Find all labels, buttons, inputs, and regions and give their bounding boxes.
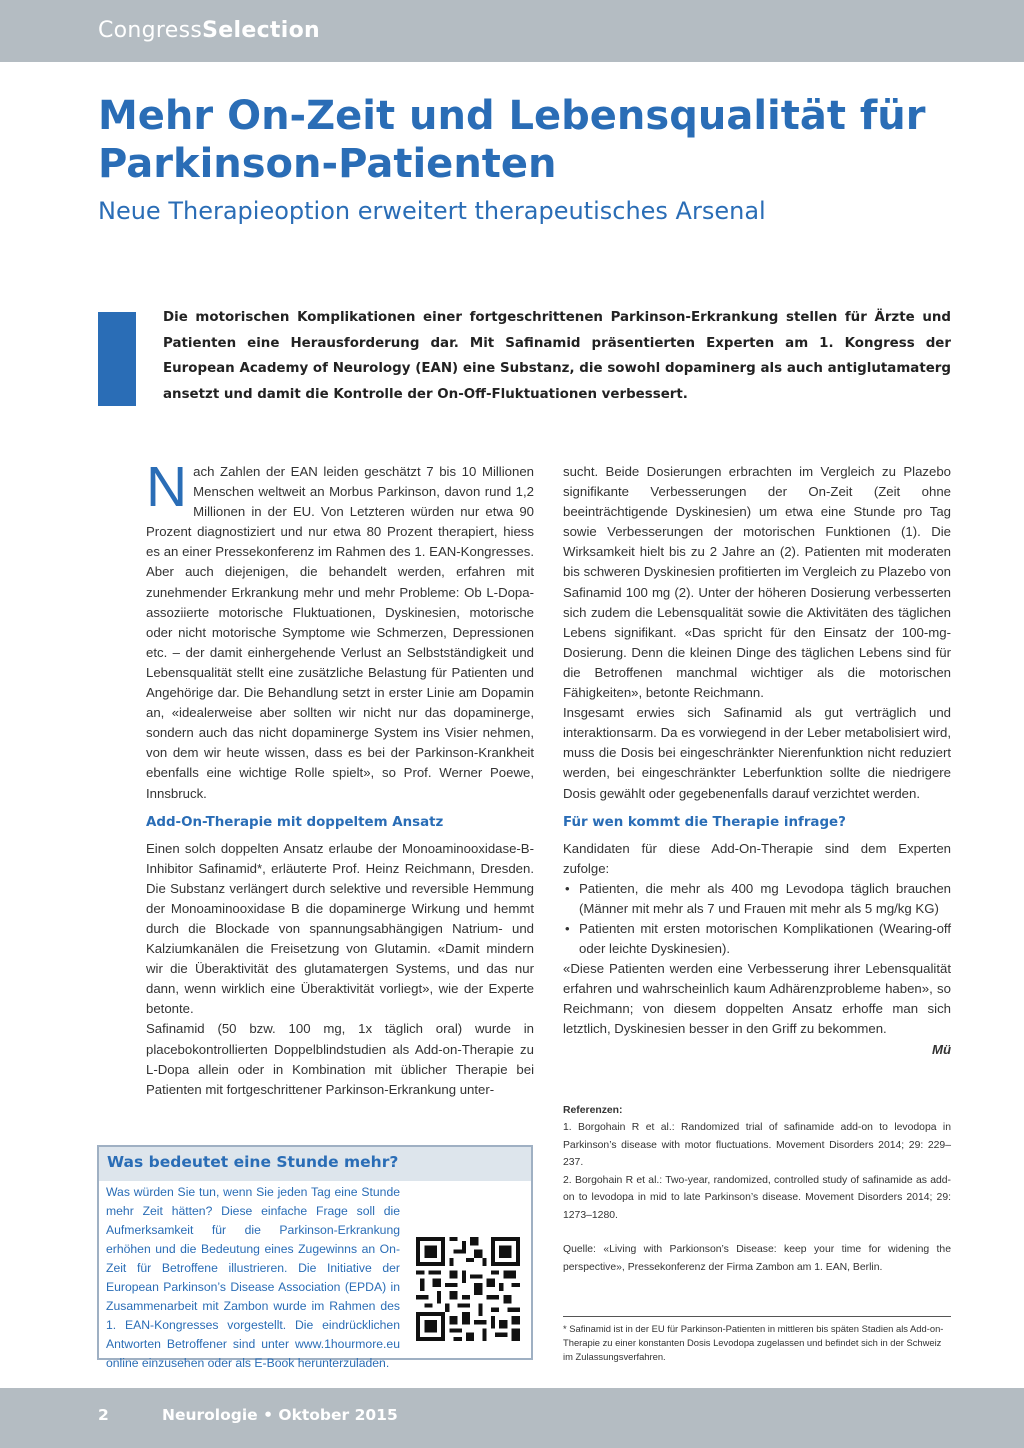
reference-item: 2. Borgohain R et al.: Two-year, randomized, controlled study of safinamide as add-on to levodopa in mid to late Parkinson’s disease. Movement Disorders 2014; 29: 1273–1280. <box>563 1174 951 1221</box>
intro-text: ach Zahlen der EAN leiden geschätzt 7 bis 10 Millionen Menschen weltweit an Morbus Parkinson, davon rund 1,2 Millionen in der EU. Von Letzteren würden nur etwa 90 Prozent diagnostiziert und nur etwa 80 Prozent therapiert, hiess es an einer Pressekonferenz im Rahmen des 1. EAN-Kongresses. Aber auch diejenigen, die behandelt werden, erfahren mit zunehmender Erkrankung mehr und mehr Probleme: Ob L-Dopa-assoziierte motorische Fluktuationen, Dyskinesien, motorische oder nicht motorische Symptome wie Schmerzen, Depressionen etc. – der damit einhergehende Verlust an Selbstständigkeit und Lebensqualität stellt eine zusätzliche Belastung für Patienten und Angehörige dar. Die Behandlung setzt in erster Linie am Dopamin an, «idealerweise aber sollten wir nicht nur das dopaminerge, sondern auch das nicht dopaminerge System ins Visier nehmen, von dem wir heute wissen, dass es bei der Parkinson-Krankheit ebenfalls eine wichtige Rolle spielt», so Prof. Werner Poewe, Innsbruck. <box>146 464 534 801</box>
brand-bold: Selection <box>202 18 320 43</box>
source-note: Quelle: «Living with Parkionson’s Disease: keep your time for widening the perspective», Pressekonferenz der Firma Zambon am 1. EAN, Berlin. <box>563 1244 951 1273</box>
list-item: • Patienten, die mehr als 400 mg Levodopa täglich brauchen (Männer mit mehr als 7 und Frauen mit mehr als 5 mg/kg KG) <box>563 879 951 919</box>
body-paragraph: Einen solch doppelten Ansatz erlaube der Monoaminooxidase-B-Inhibitor Safinamid*, erläuterte Prof. Heinz Reichmann, Dresden. Die Substanz verlängert durch selektive und reversible Hemmung der Monoaminooxidase B die dopaminerge Wirkung und hemmt durch die Blockade von spannungsabhängigen Natrium- und Kalziumkanälen die Freisetzung von Glutamin. «Damit mindern wir die Überaktivität des glutamatergen Systems, und das nur dann, wenn wirklich eine Überaktivität vorliegt», wie der Experte betonte. <box>146 840 534 1017</box>
info-box-header <box>99 1147 531 1181</box>
references-heading: Referenzen: <box>563 1105 623 1116</box>
list-item: • Patienten mit ersten motorischen Komplikationen (Wearing-off oder leichte Dyskinesien). <box>563 919 951 959</box>
candidate-list <box>563 879 951 959</box>
reference-item: 1. Borgohain R et al.: Randomized trial of safinamide add-on to levodopa in Parkinson’s disease with motor fluctuations. Movement Disorders 2014; 29: 229–237. <box>563 1122 951 1168</box>
lead-paragraph: Die motorischen Komplikationen einer fortgeschrittenen Parkinson-Erkrankung stellen für Ärzte und Patienten eine Herausforderung dar. Mit Safinamid präsentierten Experten am 1. Kongress der European Academy of Neurology (EAN) eine Substanz, die sowohl dopaminerg als auch antiglutamaterg ansetzt und damit die Kontrolle der On-Off-Fluktuationen verbessert. <box>163 310 951 402</box>
brand-logo <box>98 18 320 43</box>
body-paragraph: Kandidaten für diese Add-On-Therapie sind dem Experten zufolge: <box>563 840 951 876</box>
drop-cap: N <box>146 455 188 519</box>
footer-bar <box>0 1388 1024 1448</box>
footnote: * Safinamid ist in der EU für Parkinson-Patienten in mittleren bis späten Stadien als Add-on-Therapie zu einer konstanten Dosis Levodopa zugelassen und befindet sich in der Schweiz im Zulassungsverfahren. <box>563 1323 944 1362</box>
info-box-body: Was würden Sie tun, wenn Sie jeden Tag eine Stunde mehr Zeit hätten? Diese einfache Frage soll die Aufmerksamkeit für die Parkinson-Erkrankung erhöhen und die Bedeutung eines Zugewinns an On-Zeit für Betroffene illustrieren. Die Initiative der European Parkinson’s Disease Association (EPDA) in Zusammenarbeit mit Zambon wurde im Rahmen des 1. EAN-Kongresses vorgestellt. Die eindrücklichen Antworten Betroffener sind unter www.1hourmore.eu online einzusehen oder als E-Book herunterzuladen. <box>106 1185 400 1370</box>
body-paragraph: Safinamid (50 bzw. 100 mg, 1x täglich oral) wurde in placebokontrollierten Doppelblindstudien als Add-on-Therapie zu L-Dopa allein oder in Kombination mit üblicher Therapie bei Patienten mit fortgeschrittener Parkinson-Erkrankung unter- <box>146 1021 534 1097</box>
brand-light: Congress <box>98 18 203 43</box>
footnote-divider <box>563 1316 951 1317</box>
info-box-title: Was bedeutet eine Stunde mehr? <box>107 1153 399 1171</box>
body-paragraph: Insgesamt erwies sich Safinamid als gut verträglich und interaktionsarm. Da es vorwiegend in der Leber metabolisiert wird, muss die Dosis bei eingeschränkter Nierenfunktion nicht reduziert werden, bei eingeschränkter Leberfunktion sollte die niedrigere Dosis gewählt oder gegebenenfalls darauf verzichtet werden. <box>563 705 951 801</box>
page-number: 2 <box>98 1406 109 1424</box>
lead-accent-bar <box>98 312 136 406</box>
article-subtitle: Neue Therapieoption erweitert therapeutisches Arsenal <box>98 197 766 225</box>
journal-name: Neurologie • Oktober 2015 <box>162 1406 398 1424</box>
section-heading-candidates: Für wen kommt die Therapie infrage? <box>563 814 846 830</box>
column-left <box>146 455 534 1100</box>
body-paragraph: «Diese Patienten werden eine Verbesserung ihrer Lebensqualität erfahren und wahrscheinlich kaum Adhärenzprobleme haben», so Reichmann; von diesem doppelten Ansatz erhoffe man sich letztlich, Dyskinesien besser in den Griff zu bekommen. <box>563 961 951 1037</box>
qr-code-icon[interactable] <box>416 1237 520 1341</box>
section-heading-add-on: Add-On-Therapie mit doppeltem Ansatz <box>146 814 444 830</box>
body-paragraph: sucht. Beide Dosierungen erbrachten im Vergleich zu Plazebo signifikante Verbesserungen der On-Zeit (Zeit ohne beeinträchtigende Dyskinesien) um etwa eine Stunde pro Tag sowie Verbesserungen der motorischen Funktionen (1). Die Wirksamkeit hielt bis zu 2 Jahre an (2). Patienten mit moderaten bis schweren Dyskinesien profitierten im Vergleich zu Plazebo von Safinamid 100 mg (2). Unter der höheren Dosierung verbesserten sich zudem die Lebensqualität sowie die Aktivitäten des täglichen Lebens signifikant. «Das spricht für den Einsatz der 100-mg-Dosierung. Denn die kleinen Dinge des täglichen Lebens sind für die Betroffenen manchmal wichtiger als die motorischen Fähigkeiten», betonte Reichmann. <box>563 464 951 701</box>
references-list <box>563 1119 951 1224</box>
author-signoff: Mü <box>931 1041 951 1057</box>
article-title: Mehr On-Zeit und Lebensqualität für Parkinson-Patienten <box>98 93 926 187</box>
intro-paragraph <box>146 455 534 804</box>
column-right <box>563 462 951 1060</box>
